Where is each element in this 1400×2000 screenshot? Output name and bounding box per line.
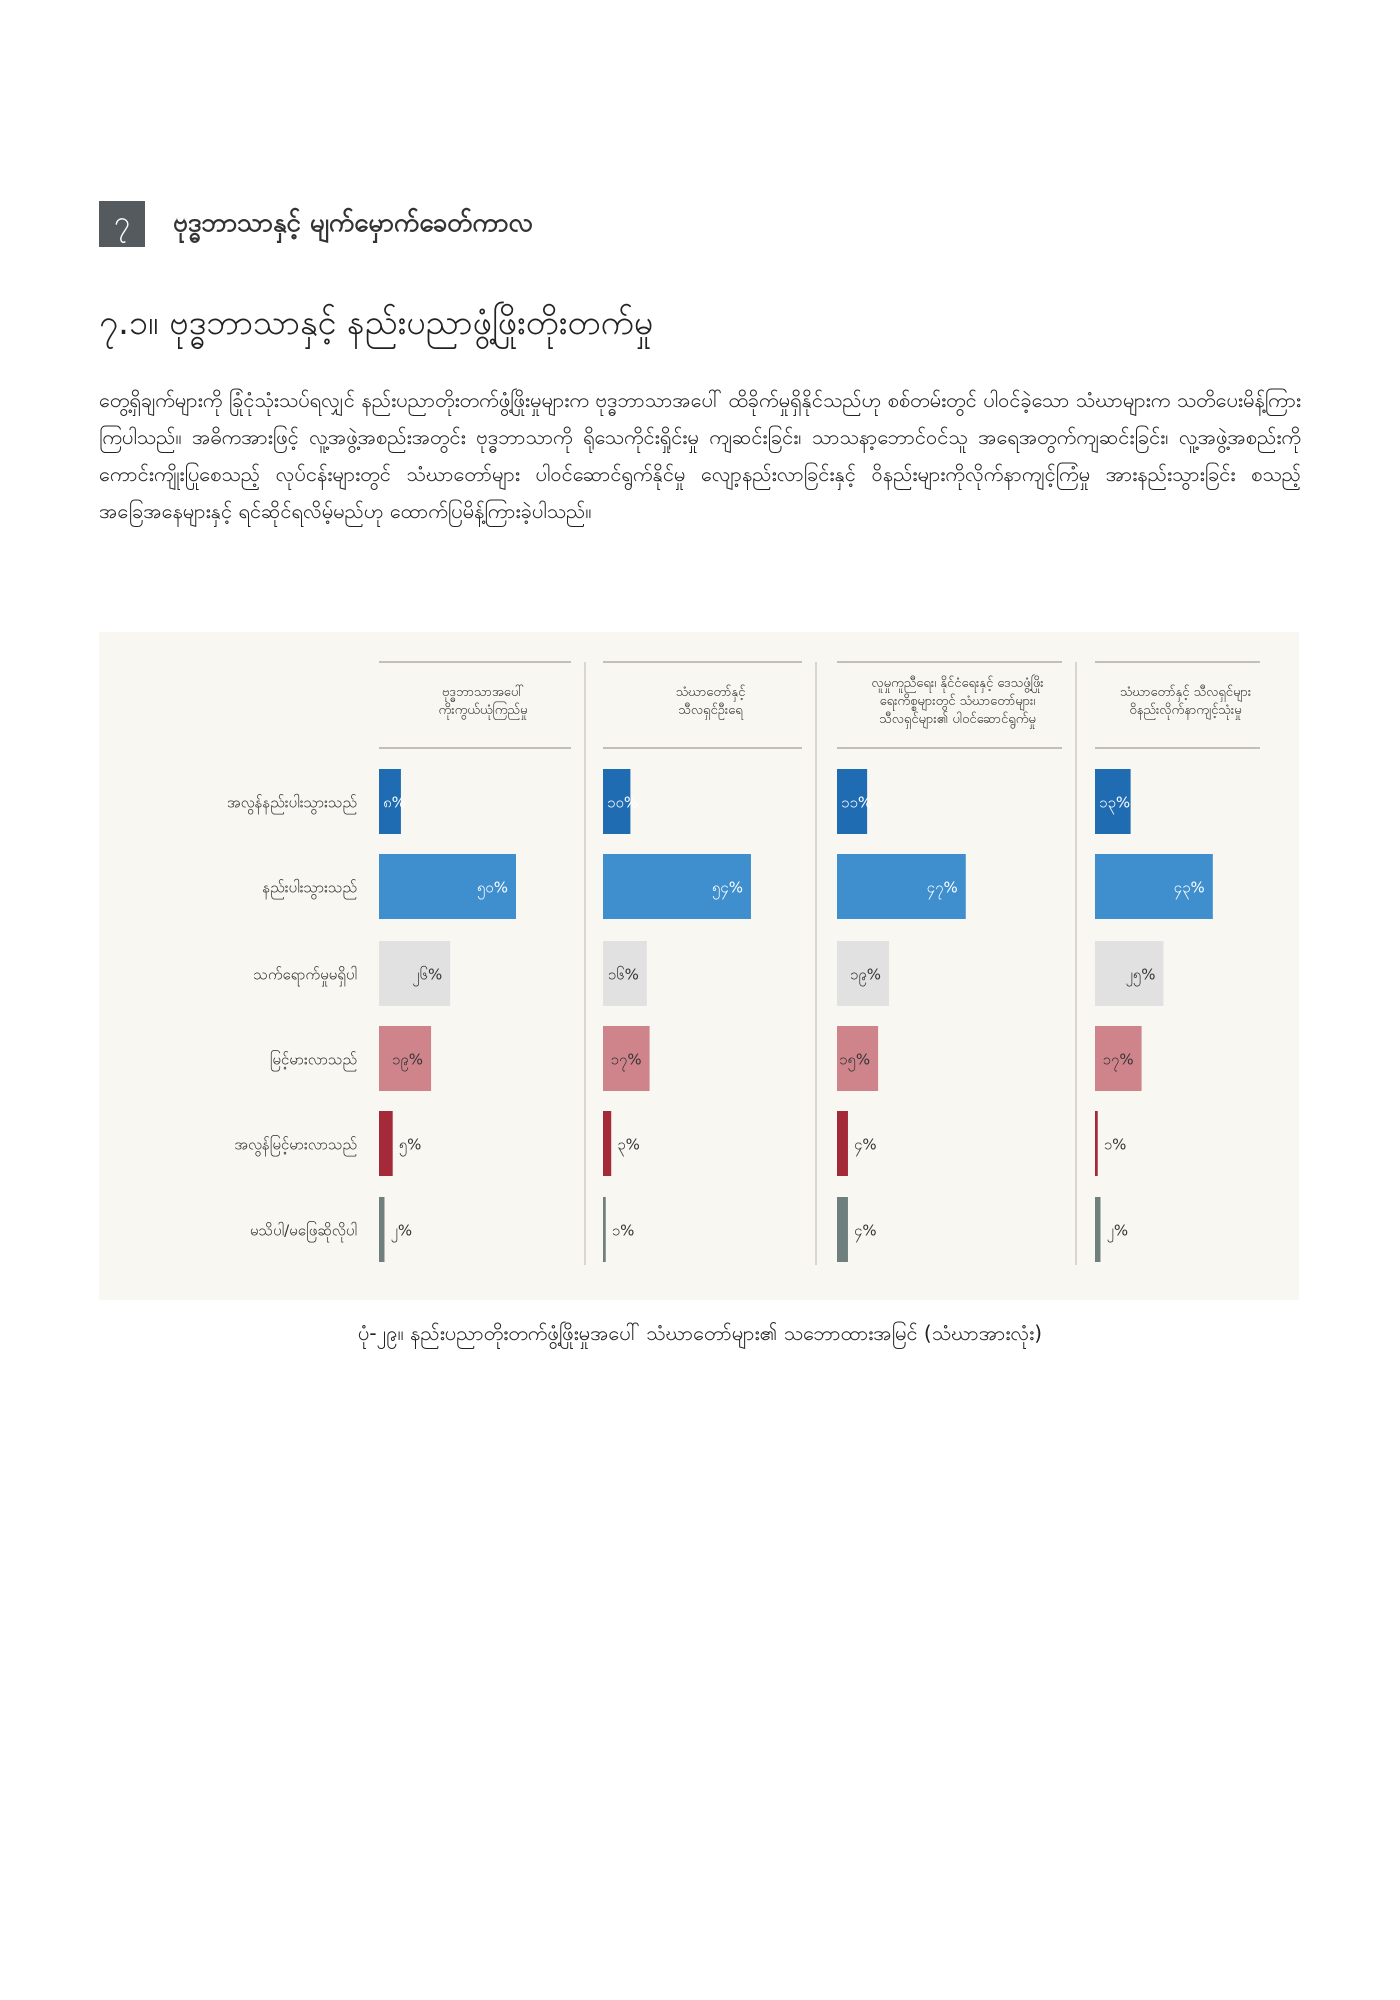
- bar-value-label: ၁%: [1103, 1135, 1127, 1154]
- series-header-line: ဝိနည်းလိုက်နာကျင့်သုံးမှု: [1129, 703, 1242, 718]
- bar: [1095, 1111, 1098, 1176]
- bar-value-label: ၁၃%: [1099, 793, 1131, 812]
- series-header: [676, 684, 746, 720]
- section-title: ဗုဒ္ဓဘာသာနှင့် မျက်မှောက်ခေတ်ကာလ: [173, 207, 533, 238]
- bar-value-label: ၁%: [611, 1221, 635, 1240]
- category-label: နည်းပါးသွားသည်: [262, 878, 357, 897]
- bar-value-label: ၁၅%: [838, 1050, 871, 1069]
- bar-value-label: ၈%: [383, 793, 406, 812]
- series-header: [439, 684, 528, 720]
- bar: [1095, 1197, 1100, 1262]
- series-header-line: လူမှုကူညီရေး၊ နိုင်ငံရေးနှင့် ဒေသဖွံ့ဖြိုး: [871, 676, 1044, 691]
- series-header-line: သီလရှင်ဦးရေ: [678, 703, 743, 718]
- bar-value-label: ၁၁%: [841, 793, 873, 812]
- series-header-line: သံဃာတော်နှင့်: [675, 685, 746, 700]
- bar-value-label: ၂၅%: [1125, 965, 1156, 984]
- bar: [379, 1197, 384, 1262]
- series-header-line: ဗုဒ္ဓဘာသာအပေါ်: [441, 685, 525, 700]
- bar: [603, 1197, 606, 1262]
- category-label: အလွန်နည်းပါးသွားသည်: [226, 793, 357, 812]
- bar-value-label: ၁၉%: [391, 1050, 424, 1069]
- bar-value-label: ၅၄%: [711, 878, 743, 897]
- bar-value-label: ၁၇%: [610, 1050, 642, 1069]
- attitude-bar-chart: [99, 632, 1299, 1300]
- bar-value-label: ၅%: [398, 1135, 422, 1154]
- bar-value-label: ၁၇%: [1102, 1050, 1134, 1069]
- bar: [837, 1197, 848, 1262]
- section-heading: [99, 200, 533, 248]
- category-label: မသိပါ/မဖြေဆိုလိုပါ: [249, 1221, 357, 1240]
- bar-value-label: ၂%: [390, 1221, 413, 1240]
- bar-value-label: ၅၀%: [476, 878, 508, 897]
- bar-value-label: ၁၆%: [607, 965, 639, 984]
- bar-value-label: ၁၀%: [607, 793, 639, 812]
- series-header-line: ရေးကိစ္စများတွင် သံဃာတော်များ၊: [879, 694, 1036, 709]
- series-header: [1120, 684, 1251, 720]
- series-header-line: သံဃာတော်နှင့် သီလရှင်များ: [1119, 685, 1252, 700]
- category-label: မြင့်မားလာသည်: [269, 1050, 357, 1069]
- bar-value-label: ၄%: [853, 1221, 877, 1240]
- bar-value-label: ၃%: [617, 1135, 640, 1154]
- figure-caption: ပုံ-၂၉။ နည်းပညာတိုးတက်ဖွံ့ဖြိုးမှုအပေါ် သံဃာတော်များ၏ သဘောထားအမြင် (သံဃာအားလုံး): [357, 1321, 1043, 1345]
- bar-value-label: ၁၉%: [849, 965, 882, 984]
- category-label: အလွန်မြင့်မားလာသည်: [234, 1135, 357, 1154]
- bar: [379, 1111, 393, 1176]
- series-header: [871, 674, 1043, 729]
- series-header-line: ကိုးကွယ်ယုံကြည်မှု: [438, 703, 528, 718]
- bar-value-label: ၂%: [1106, 1221, 1129, 1240]
- section-number: ၇: [99, 201, 145, 247]
- bar: [837, 1111, 848, 1176]
- category-label: သက်ရောက်မှုမရှိပါ: [253, 965, 357, 984]
- bar: [603, 1111, 611, 1176]
- bar-value-label: ၄%: [853, 1135, 877, 1154]
- bar-value-label: ၂၆%: [412, 965, 443, 984]
- subsection-title: ၇.၁။ ဗုဒ္ဓဘာသာနှင့် နည်းပညာဖွံ့ဖြိုးတိုးတက်မှု: [99, 303, 654, 343]
- body-paragraph: တွေ့ရှိချက်များကို ခြုံငုံသုံးသပ်ရလျှင် နည်းပညာတိုးတက်ဖွံ့ဖြိုးမှုများက ဗုဒ္ဓဘာသာအပေါ် ထိခိုက်မှုရှိနိုင်သည်ဟု စစ်တမ်းတွင် ပါဝင်ခဲ့သော သံဃာများက သတိပေးမိန့်ကြားကြပါသည်။ အဓိကအားဖြင့် လူ့အဖွဲ့အစည်းအတွင်း ဗုဒ္ဓဘာသာကို ရိုသေကိုင်းရှိုင်းမှု ကျဆင်းခြင်း၊ သာသနာ့ဘောင်ဝင်သူ အရေအတွက်ကျဆင်းခြင်း၊ လူ့အဖွဲ့အစည်းကို ကောင်းကျိုးပြုစေသည့် လုပ်ငန်းများတွင် သံဃာတော်များ ပါဝင်ဆောင်ရွက်နိုင်မှု လျော့နည်းလာခြင်းနှင့် ဝိနည်းများကိုလိုက်နာကျင့်ကြံမှု အားနည်းသွားခြင်း စသည့် အခြေအနေများနှင့် ရင်ဆိုင်ရလိမ့်မည်ဟု ထောက်ပြမိန့်ကြားခဲ့ပါသည်။: [99, 388, 1301, 523]
- chart-panel: [99, 632, 1299, 1300]
- series-header-line: သီလရှင်များ၏ ပါဝင်ဆောင်ရွက်မှု: [879, 712, 1036, 727]
- bar-value-label: ၄၃%: [1173, 878, 1205, 897]
- bar-value-label: ၄၇%: [926, 878, 958, 897]
